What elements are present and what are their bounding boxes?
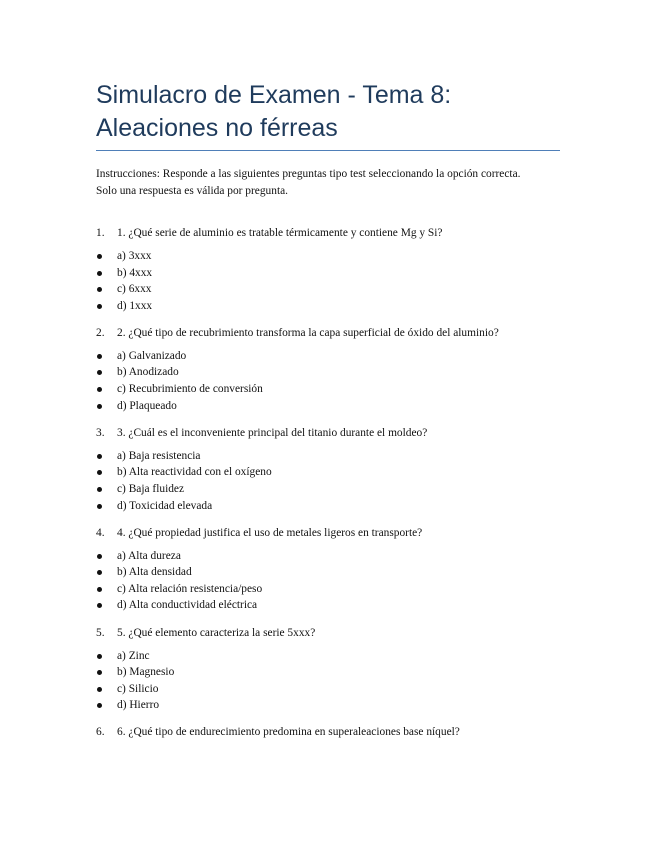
bullet-icon (97, 271, 102, 276)
answer-option (0, 548, 655, 565)
bullet-icon (97, 670, 102, 675)
answer-option (0, 248, 655, 265)
bullet-icon (97, 404, 102, 409)
option-label: b) Anodizado (117, 366, 179, 379)
bullet-icon (97, 687, 102, 692)
answer-option (0, 265, 655, 282)
option-list (0, 448, 655, 514)
option-label: a) Baja resistencia (117, 449, 201, 462)
bullet-icon (97, 454, 102, 459)
option-list (0, 348, 655, 414)
option-label: c) Alta relación resistencia/peso (117, 582, 263, 595)
question-text: 4. ¿Qué propiedad justifica el uso de metales ligeros en transporte? (117, 526, 423, 539)
question-line (0, 524, 655, 548)
question-item (0, 424, 655, 524)
question-line (0, 424, 655, 448)
bullet-icon (97, 487, 102, 492)
bullet-icon (97, 354, 102, 359)
option-label: c) Silicio (117, 682, 159, 695)
bullet-icon (97, 470, 102, 475)
option-label: b) Alta reactividad con el oxígeno (117, 466, 272, 479)
question-line (0, 324, 655, 348)
question-item (0, 723, 655, 747)
question-number: 1. (96, 227, 105, 239)
answer-option (0, 364, 655, 381)
question-line (0, 624, 655, 648)
answer-option (0, 498, 655, 515)
question-line (0, 723, 655, 747)
question-spacer (0, 314, 655, 324)
bullet-icon (97, 703, 102, 708)
question-text: 6. ¿Qué tipo de endurecimiento predomina en superaleaciones base níquel? (117, 726, 460, 739)
answer-option (0, 448, 655, 465)
option-label: c) 6xxx (117, 283, 152, 296)
question-spacer (0, 414, 655, 424)
bullet-icon (97, 603, 102, 608)
question-number: 4. (96, 526, 105, 539)
bullet-icon (97, 587, 102, 592)
bullet-icon (97, 554, 102, 559)
answer-option (0, 298, 655, 315)
question-text: 1. ¿Qué serie de aluminio es tratable térmicamente y contiene Mg y Si? (117, 227, 443, 239)
question-spacer (0, 714, 655, 724)
option-list (0, 548, 655, 614)
option-label: d) Plaqueado (117, 399, 177, 412)
question-spacer (0, 614, 655, 624)
answer-option (0, 564, 655, 581)
answer-option (0, 681, 655, 698)
bullet-icon (97, 370, 102, 375)
answer-option (0, 581, 655, 598)
question-item (0, 224, 655, 324)
bullet-icon (97, 504, 102, 509)
answer-option (0, 664, 655, 681)
answer-option (0, 348, 655, 365)
title-divider (96, 150, 560, 151)
bullet-icon (97, 254, 102, 259)
answer-option (0, 697, 655, 714)
option-label: b) Alta densidad (117, 566, 192, 579)
instructions-text: Instrucciones: Responde a las siguientes preguntas tipo test seleccionando la opción correcta. Solo una respuesta es válida por pregunta. (96, 168, 521, 197)
option-label: d) Toxicidad elevada (117, 499, 213, 512)
option-label: d) 1xxx (117, 299, 153, 312)
question-text: 2. ¿Qué tipo de recubrimiento transforma la capa superficial de óxido del aluminio? (117, 326, 499, 339)
option-label: a) Galvanizado (117, 349, 187, 362)
option-label: c) Recubrimiento de conversión (117, 383, 263, 396)
question-number: 6. (96, 726, 105, 739)
bullet-icon (97, 387, 102, 392)
question-spacer (0, 514, 655, 524)
question-line (0, 224, 655, 248)
answer-option (0, 464, 655, 481)
option-list (0, 648, 655, 714)
question-text: 3. ¿Cuál es el inconveniente principal del titanio durante el moldeo? (117, 426, 428, 439)
answer-option (0, 481, 655, 498)
answer-option (0, 648, 655, 665)
question-number: 5. (96, 626, 105, 639)
bullet-icon (97, 304, 102, 309)
answer-option (0, 381, 655, 398)
option-label: d) Hierro (117, 699, 160, 712)
bullet-icon (97, 287, 102, 292)
question-item (0, 324, 655, 424)
answer-option (0, 281, 655, 298)
answer-option (0, 398, 655, 415)
document-title: Simulacro de Examen - Tema 8: Aleaciones no férreas (96, 81, 452, 142)
option-label: a) Alta dureza (117, 549, 181, 562)
option-label: c) Baja fluidez (117, 482, 185, 495)
question-text: 5. ¿Qué elemento caracteriza la serie 5xxx? (117, 626, 316, 639)
option-label: d) Alta conductividad eléctrica (117, 599, 258, 612)
question-number: 3. (96, 426, 105, 439)
bullet-icon (97, 570, 102, 575)
option-label: a) Zinc (117, 649, 150, 662)
answer-option (0, 597, 655, 614)
bullet-icon (97, 654, 102, 659)
option-label: b) 4xxx (117, 266, 153, 279)
question-list (0, 224, 655, 747)
question-item (0, 624, 655, 724)
option-label: a) 3xxx (117, 250, 152, 262)
question-number: 2. (96, 326, 105, 339)
option-label: b) Magnesio (117, 666, 175, 679)
option-list (0, 248, 655, 314)
question-item (0, 524, 655, 624)
